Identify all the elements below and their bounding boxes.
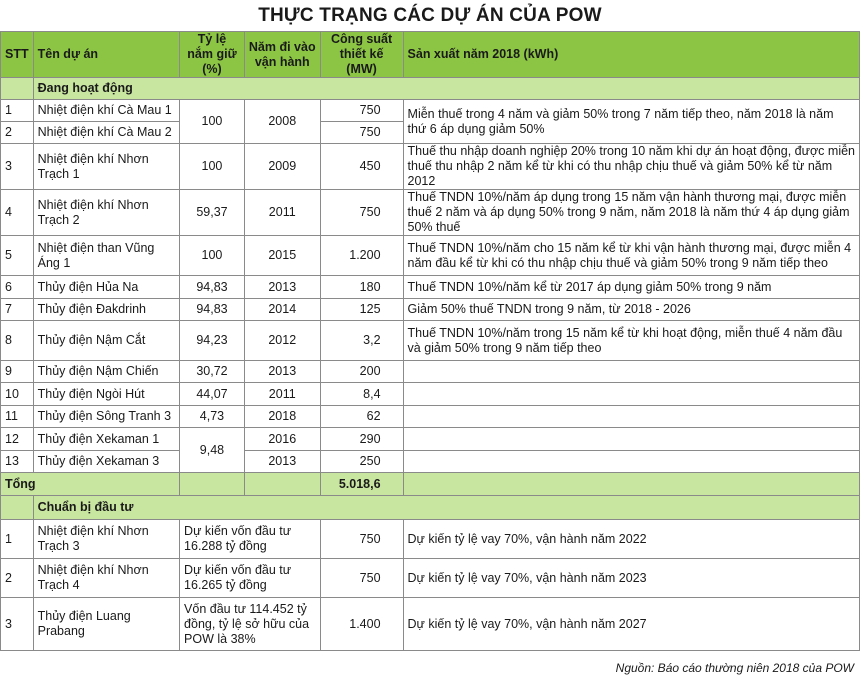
table-row [1,520,860,559]
table-row [1,598,860,651]
row-stt: 10 [1,383,34,406]
row-stt: 1 [1,100,34,122]
row-capacity: 750 [320,520,403,559]
table-row [1,276,860,299]
row-stt: 8 [1,321,34,361]
row-ratio: 30,72 [180,361,245,383]
row-capacity: 750 [320,559,403,598]
row-capacity: 125 [320,299,403,321]
row-note: Thuế TNDN 10%/năm áp dụng trong 15 năm vận hành thương mại, được miễn thuế 2 năm và áp dụng 50% trong 9 năm, năm 2018 là năm thứ 4 áp dụng giảm 50% thuế [403,190,859,236]
row-ratio: 94,23 [180,321,245,361]
row-stt: 2 [1,122,34,144]
header-ratio: Tỷ lệ nắm giữ (%) [180,32,245,78]
row-ratio: 44,07 [180,383,245,406]
row-note: Dự kiến tỷ lệ vay 70%, vận hành năm 2027 [403,598,859,651]
row-note [403,428,859,451]
row-stt: 11 [1,406,34,428]
row-ratio: 100 [180,100,245,144]
row-stt: 6 [1,276,34,299]
total-empty [180,473,245,496]
row-note: Thuế TNDN 10%/năm trong 15 năm kể từ khi hoạt động, miễn thuế 4 năm đầu và giảm 50% trong 9 năm tiếp theo [403,321,859,361]
row-note: Thuế TNDN 10%/năm cho 15 năm kể từ khi vận hành thương mại, được miễn 4 năm đầu kể từ khi có thu nhập chịu thuế và giảm 50% trong 9 năm tiếp theo [403,236,859,276]
row-note: Dự kiến tỷ lệ vay 70%, vận hành năm 2022 [403,520,859,559]
total-empty [403,473,859,496]
row-name: Thủy điện Nậm Cắt [33,321,179,361]
row-name: Thủy điện Đakdrinh [33,299,179,321]
row-name: Thủy điện Xekaman 3 [33,451,179,473]
row-capacity: 180 [320,276,403,299]
row-note: Thuế TNDN 10%/năm kể từ 2017 áp dụng giảm 50% trong 9 năm [403,276,859,299]
row-capacity: 1.400 [320,598,403,651]
row-investment: Dự kiến vốn đầu tư 16.265 tỷ đồng [180,559,321,598]
section-spacer [1,496,34,520]
table-row [1,321,860,361]
row-stt: 7 [1,299,34,321]
row-name: Thủy điện Luang Prabang [33,598,179,651]
total-value: 5.018,6 [320,473,403,496]
row-note [403,361,859,383]
row-name: Thủy điện Hủa Na [33,276,179,299]
row-note: Thuế thu nhập doanh nghiệp 20% trong 10 năm khi dự án hoạt động, được miễn thuế thu nhập 2 năm kể từ khi có thu nhập chịu thuế và giảm 50% kể từ năm 2012 [403,144,859,190]
section-row-active [1,78,860,100]
section-prep-label: Chuẩn bị đầu tư [33,496,859,520]
total-label: Tổng [1,473,180,496]
row-year: 2008 [244,100,320,144]
row-capacity: 250 [320,451,403,473]
row-name: Thủy điện Ngòi Hút [33,383,179,406]
header-name: Tên dự án [33,32,179,78]
source-note: Nguồn: Báo cáo thường niên 2018 của POW [615,661,854,675]
row-capacity: 62 [320,406,403,428]
row-investment: Dự kiến vốn đầu tư 16.288 tỷ đồng [180,520,321,559]
row-note [403,406,859,428]
row-stt: 2 [1,559,34,598]
row-year: 2013 [244,276,320,299]
header-stt: STT [1,32,34,78]
total-row [1,473,860,496]
row-ratio: 9,48 [180,428,245,473]
row-stt: 9 [1,361,34,383]
row-stt: 5 [1,236,34,276]
row-note [403,451,859,473]
header-row [1,32,860,78]
row-year: 2012 [244,321,320,361]
row-year: 2011 [244,383,320,406]
table-row [1,428,860,451]
table-row [1,299,860,321]
table-row [1,100,860,122]
row-note [403,383,859,406]
row-ratio: 94,83 [180,276,245,299]
row-ratio: 59,37 [180,190,245,236]
table-title: THỰC TRẠNG CÁC DỰ ÁN CỦA POW [258,5,602,26]
row-stt: 3 [1,144,34,190]
section-row-prep [1,496,860,520]
row-name: Thủy điện Xekaman 1 [33,428,179,451]
row-note: Giảm 50% thuế TNDN trong 9 năm, từ 2018 - 2026 [403,299,859,321]
row-note: Miễn thuế trong 4 năm và giảm 50% trong 7 năm tiếp theo, năm 2018 là năm thứ 6 áp dụng giảm 50% [403,100,859,144]
row-name: Nhiệt điện khí Cà Mau 1 [33,100,179,122]
row-capacity: 750 [320,190,403,236]
row-capacity: 450 [320,144,403,190]
row-year: 2014 [244,299,320,321]
row-name: Nhiệt điện khí Nhơn Trạch 4 [33,559,179,598]
row-stt: 4 [1,190,34,236]
row-name: Thủy điện Sông Tranh 3 [33,406,179,428]
row-capacity: 200 [320,361,403,383]
table-row [1,190,860,236]
row-capacity: 290 [320,428,403,451]
total-empty [244,473,320,496]
row-ratio: 4,73 [180,406,245,428]
header-production: Sản xuất năm 2018 (kWh) [403,32,859,78]
row-year: 2009 [244,144,320,190]
row-stt: 3 [1,598,34,651]
section-spacer [1,78,34,100]
row-name: Nhiệt điện khí Nhơn Trạch 3 [33,520,179,559]
header-capacity: Công suất thiết kế (MW) [320,32,403,78]
row-capacity: 8,4 [320,383,403,406]
row-capacity: 3,2 [320,321,403,361]
table-row [1,236,860,276]
row-name: Nhiệt điện khí Nhơn Trạch 2 [33,190,179,236]
row-ratio: 100 [180,144,245,190]
projects-table [0,31,860,651]
row-year: 2018 [244,406,320,428]
row-capacity: 750 [320,100,403,122]
row-year: 2016 [244,428,320,451]
row-stt: 12 [1,428,34,451]
row-note: Dự kiến tỷ lệ vay 70%, vận hành năm 2023 [403,559,859,598]
row-capacity: 1.200 [320,236,403,276]
row-ratio: 100 [180,236,245,276]
row-capacity: 750 [320,122,403,144]
row-year: 2015 [244,236,320,276]
header-year: Năm đi vào vận hành [244,32,320,78]
table-row [1,383,860,406]
row-year: 2013 [244,451,320,473]
table-row [1,559,860,598]
row-ratio: 94,83 [180,299,245,321]
table-row [1,361,860,383]
row-stt: 1 [1,520,34,559]
row-name: Thủy điện Nậm Chiến [33,361,179,383]
row-name: Nhiệt điện khí Nhơn Trạch 1 [33,144,179,190]
table-row [1,451,860,473]
row-year: 2013 [244,361,320,383]
row-stt: 13 [1,451,34,473]
row-name: Nhiệt điện than Vũng Áng 1 [33,236,179,276]
section-active-label: Đang hoạt động [33,78,859,100]
table-row [1,406,860,428]
row-investment: Vốn đầu tư 114.452 tỷ đồng, tỷ lệ sở hữu của POW là 38% [180,598,321,651]
row-name: Nhiệt điện khí Cà Mau 2 [33,122,179,144]
table-row [1,144,860,190]
row-year: 2011 [244,190,320,236]
